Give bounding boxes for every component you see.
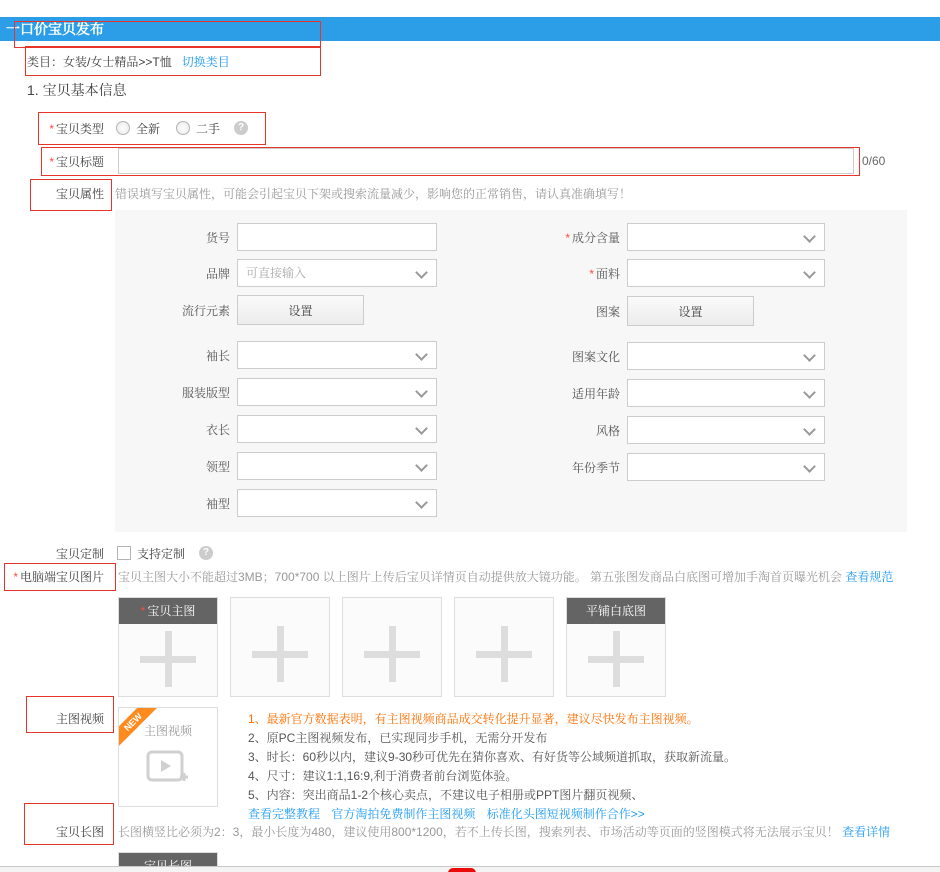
- radio-used-label[interactable]: 二手: [196, 121, 221, 136]
- required-mark: *: [589, 266, 594, 281]
- attr-row-pattern: [505, 296, 754, 326]
- video-box-title: 主图视频: [143, 724, 192, 738]
- white-bg-box-header: 平铺白底图: [567, 598, 665, 624]
- attr-label: 衣长: [205, 422, 230, 437]
- clothing-cut-select[interactable]: [237, 378, 437, 406]
- chevron-down-icon: [803, 460, 816, 473]
- chevron-down-icon: [415, 266, 428, 279]
- chevron-down-icon: [803, 230, 816, 243]
- customize-row: [0, 541, 213, 565]
- attr-row-pattern-culture: [505, 341, 825, 371]
- attributes-label: 宝贝属性: [55, 186, 104, 201]
- customize-help-icon[interactable]: ?: [199, 546, 213, 560]
- main-video-header-row: [0, 706, 104, 730]
- attr-label: 图案: [595, 304, 620, 319]
- attr-label: 图案文化: [571, 349, 620, 364]
- plus-icon: [364, 626, 420, 682]
- radio-new[interactable]: [116, 121, 130, 135]
- plus-icon: [252, 626, 308, 682]
- video-tips: [248, 710, 736, 824]
- attr-label: * 面料: [589, 266, 620, 281]
- video-tip-5: 5、内容：突出商品1-2个核心卖点，不建议电子相册或PPT图片翻页视频、: [248, 788, 644, 802]
- customize-checkbox[interactable]: [117, 546, 131, 560]
- year-season-select[interactable]: [627, 453, 825, 481]
- attr-label: 货号: [205, 230, 230, 245]
- attr-row-garment-length: [115, 414, 437, 444]
- attributes-header-row: [0, 182, 631, 204]
- video-plus-icon: [146, 750, 190, 788]
- chevron-down-icon: [803, 423, 816, 436]
- pc-images-label: * 电脑端宝贝图片: [13, 569, 104, 584]
- main-image-box-header: * 宝贝主图: [119, 598, 217, 624]
- category-row: [27, 53, 230, 71]
- upload-box-2[interactable]: [230, 597, 330, 697]
- customize-label: 宝贝定制: [55, 546, 104, 561]
- customize-checkbox-label[interactable]: 支持定制: [137, 546, 186, 561]
- required-mark: *: [13, 569, 18, 584]
- item-number-input[interactable]: [237, 223, 437, 251]
- long-image-label: 宝贝长图: [55, 824, 104, 839]
- upload-box-3[interactable]: [342, 597, 442, 697]
- pattern-culture-select[interactable]: [627, 342, 825, 370]
- attr-row-sleeve-type: [115, 488, 437, 518]
- attr-label: 服装版型: [181, 385, 230, 400]
- attr-label: 年份季节: [571, 460, 620, 475]
- pc-images-desc: 宝贝主图大小不能超过3MB；700*700 以上图片上传后宝贝详情页自动提供放大镜功能。 第五张图发商品白底图可增加手淘首页曝光机会 查看规范: [118, 569, 894, 584]
- attr-row-year-season: [505, 452, 825, 482]
- attr-label: 袖型: [205, 496, 230, 511]
- brand-placeholder: 可直接输入: [246, 266, 307, 280]
- chevron-down-icon: [415, 422, 428, 435]
- main-video-label: 主图视频: [55, 711, 104, 726]
- upload-box-main-image[interactable]: [118, 597, 218, 697]
- attr-label: 流行元素: [181, 303, 230, 318]
- fashion-element-set-button[interactable]: 设置: [237, 295, 364, 325]
- required-mark: *: [140, 604, 146, 618]
- chevron-down-icon: [415, 348, 428, 361]
- video-tip-1: 1、最新官方数据表明，有主图视频商品成交转化提升显著，建议尽快发布主图视频。: [248, 712, 699, 726]
- attr-row-age-range: [505, 378, 825, 408]
- radio-used[interactable]: [176, 121, 190, 135]
- page-title: 一口价宝贝发布: [6, 21, 104, 37]
- attr-label: 品牌: [205, 266, 230, 281]
- attr-label: * 成分含量: [565, 230, 620, 245]
- attr-row-brand: [115, 258, 437, 288]
- pattern-set-button[interactable]: 设置: [627, 296, 754, 326]
- category-path: 女装/女士精品>>T恤: [63, 55, 172, 69]
- attr-row-collar-type: [115, 451, 437, 481]
- brand-select[interactable]: [237, 259, 437, 287]
- attr-label: 风格: [595, 423, 620, 438]
- full-tutorial-link[interactable]: 查看完整教程: [248, 807, 321, 821]
- item-title-label: * 宝贝标题: [49, 154, 104, 169]
- chevron-down-icon: [803, 386, 816, 399]
- section-basic-info-title: 1. 宝贝基本信息: [27, 82, 127, 98]
- attributes-warning: 错误填写宝贝属性，可能会引起宝贝下架或搜索流量减少，影响您的正常销售，请认真准确填写！: [115, 186, 632, 201]
- video-tip-4: 4、尺寸：建议1:1,16:9,利于消费者前台浏览体验。: [248, 769, 518, 783]
- attr-label: 领型: [205, 459, 230, 474]
- item-type-help-icon[interactable]: ?: [234, 121, 248, 135]
- attr-row-item-number: [115, 222, 437, 252]
- video-upload-box[interactable]: [118, 707, 218, 807]
- short-video-coop-link[interactable]: 标准化头图短视频制作合作>>: [486, 807, 645, 821]
- item-title-row: [0, 147, 885, 175]
- attr-row-fashion-element: [115, 295, 364, 325]
- new-ribbon: NEW: [118, 707, 161, 750]
- view-spec-link[interactable]: 查看规范: [845, 569, 894, 584]
- switch-category-link[interactable]: 切换类目: [181, 55, 230, 69]
- plus-icon: [476, 626, 532, 682]
- item-type-label: * 宝贝类型: [49, 121, 104, 136]
- long-image-header-row: [0, 819, 890, 843]
- sleeve-length-select[interactable]: [237, 341, 437, 369]
- plus-icon: [140, 631, 196, 687]
- category-label: 类目：: [27, 55, 64, 69]
- title-char-counter: 0/60: [862, 154, 886, 168]
- upload-box-white-bg[interactable]: [566, 597, 666, 697]
- chevron-down-icon: [415, 496, 428, 509]
- attr-row-sleeve-length: [115, 340, 437, 370]
- sleeve-type-select[interactable]: [237, 489, 437, 517]
- attr-label: 袖长: [205, 348, 230, 363]
- chevron-down-icon: [415, 459, 428, 472]
- chevron-down-icon: [803, 349, 816, 362]
- attr-label: 适用年龄: [571, 386, 620, 401]
- attr-row-fabric: [505, 258, 825, 288]
- item-title-input[interactable]: [118, 148, 854, 174]
- composition-select[interactable]: [627, 223, 825, 251]
- radio-new-label[interactable]: 全新: [136, 121, 161, 136]
- required-mark: *: [565, 230, 570, 245]
- attributes-panel: [115, 210, 907, 532]
- taopai-free-link[interactable]: 官方淘拍免费制作主图视频: [331, 807, 476, 821]
- style-select[interactable]: [627, 416, 825, 444]
- attr-row-clothing-cut: [115, 377, 437, 407]
- collar-type-select[interactable]: [237, 452, 437, 480]
- fabric-select[interactable]: [627, 259, 825, 287]
- chevron-down-icon: [415, 385, 428, 398]
- attr-row-style: [505, 415, 825, 445]
- required-mark: *: [49, 154, 54, 169]
- garment-length-select[interactable]: [237, 415, 437, 443]
- item-type-row: [0, 114, 248, 142]
- attr-row-composition: [505, 222, 825, 252]
- plus-icon: [588, 631, 644, 687]
- pc-images-header-row: [0, 564, 893, 588]
- long-image-desc: 长图横竖比必须为2：3，最小长度为480，建议使用800*1200，若不上传长图，搜索列表、市场活动等页面的竖图模式将无法展示宝贝！ 查看详情: [118, 824, 891, 839]
- video-tip-3: 3、时长：60秒以内，建议9-30秒可优先在猜你喜欢、有好货等公域频道抓取，获取新流量。: [248, 750, 737, 764]
- chevron-down-icon: [803, 266, 816, 279]
- page-header-bar: [0, 17, 940, 41]
- view-detail-link[interactable]: 查看详情: [842, 824, 891, 839]
- scrollbar-thumb[interactable]: [448, 868, 476, 872]
- required-mark: *: [49, 121, 54, 136]
- age-range-select[interactable]: [627, 379, 825, 407]
- upload-box-4[interactable]: [454, 597, 554, 697]
- video-tip-2: 2、原PC主图视频发布，已实现同步手机，无需分开发布: [248, 731, 548, 745]
